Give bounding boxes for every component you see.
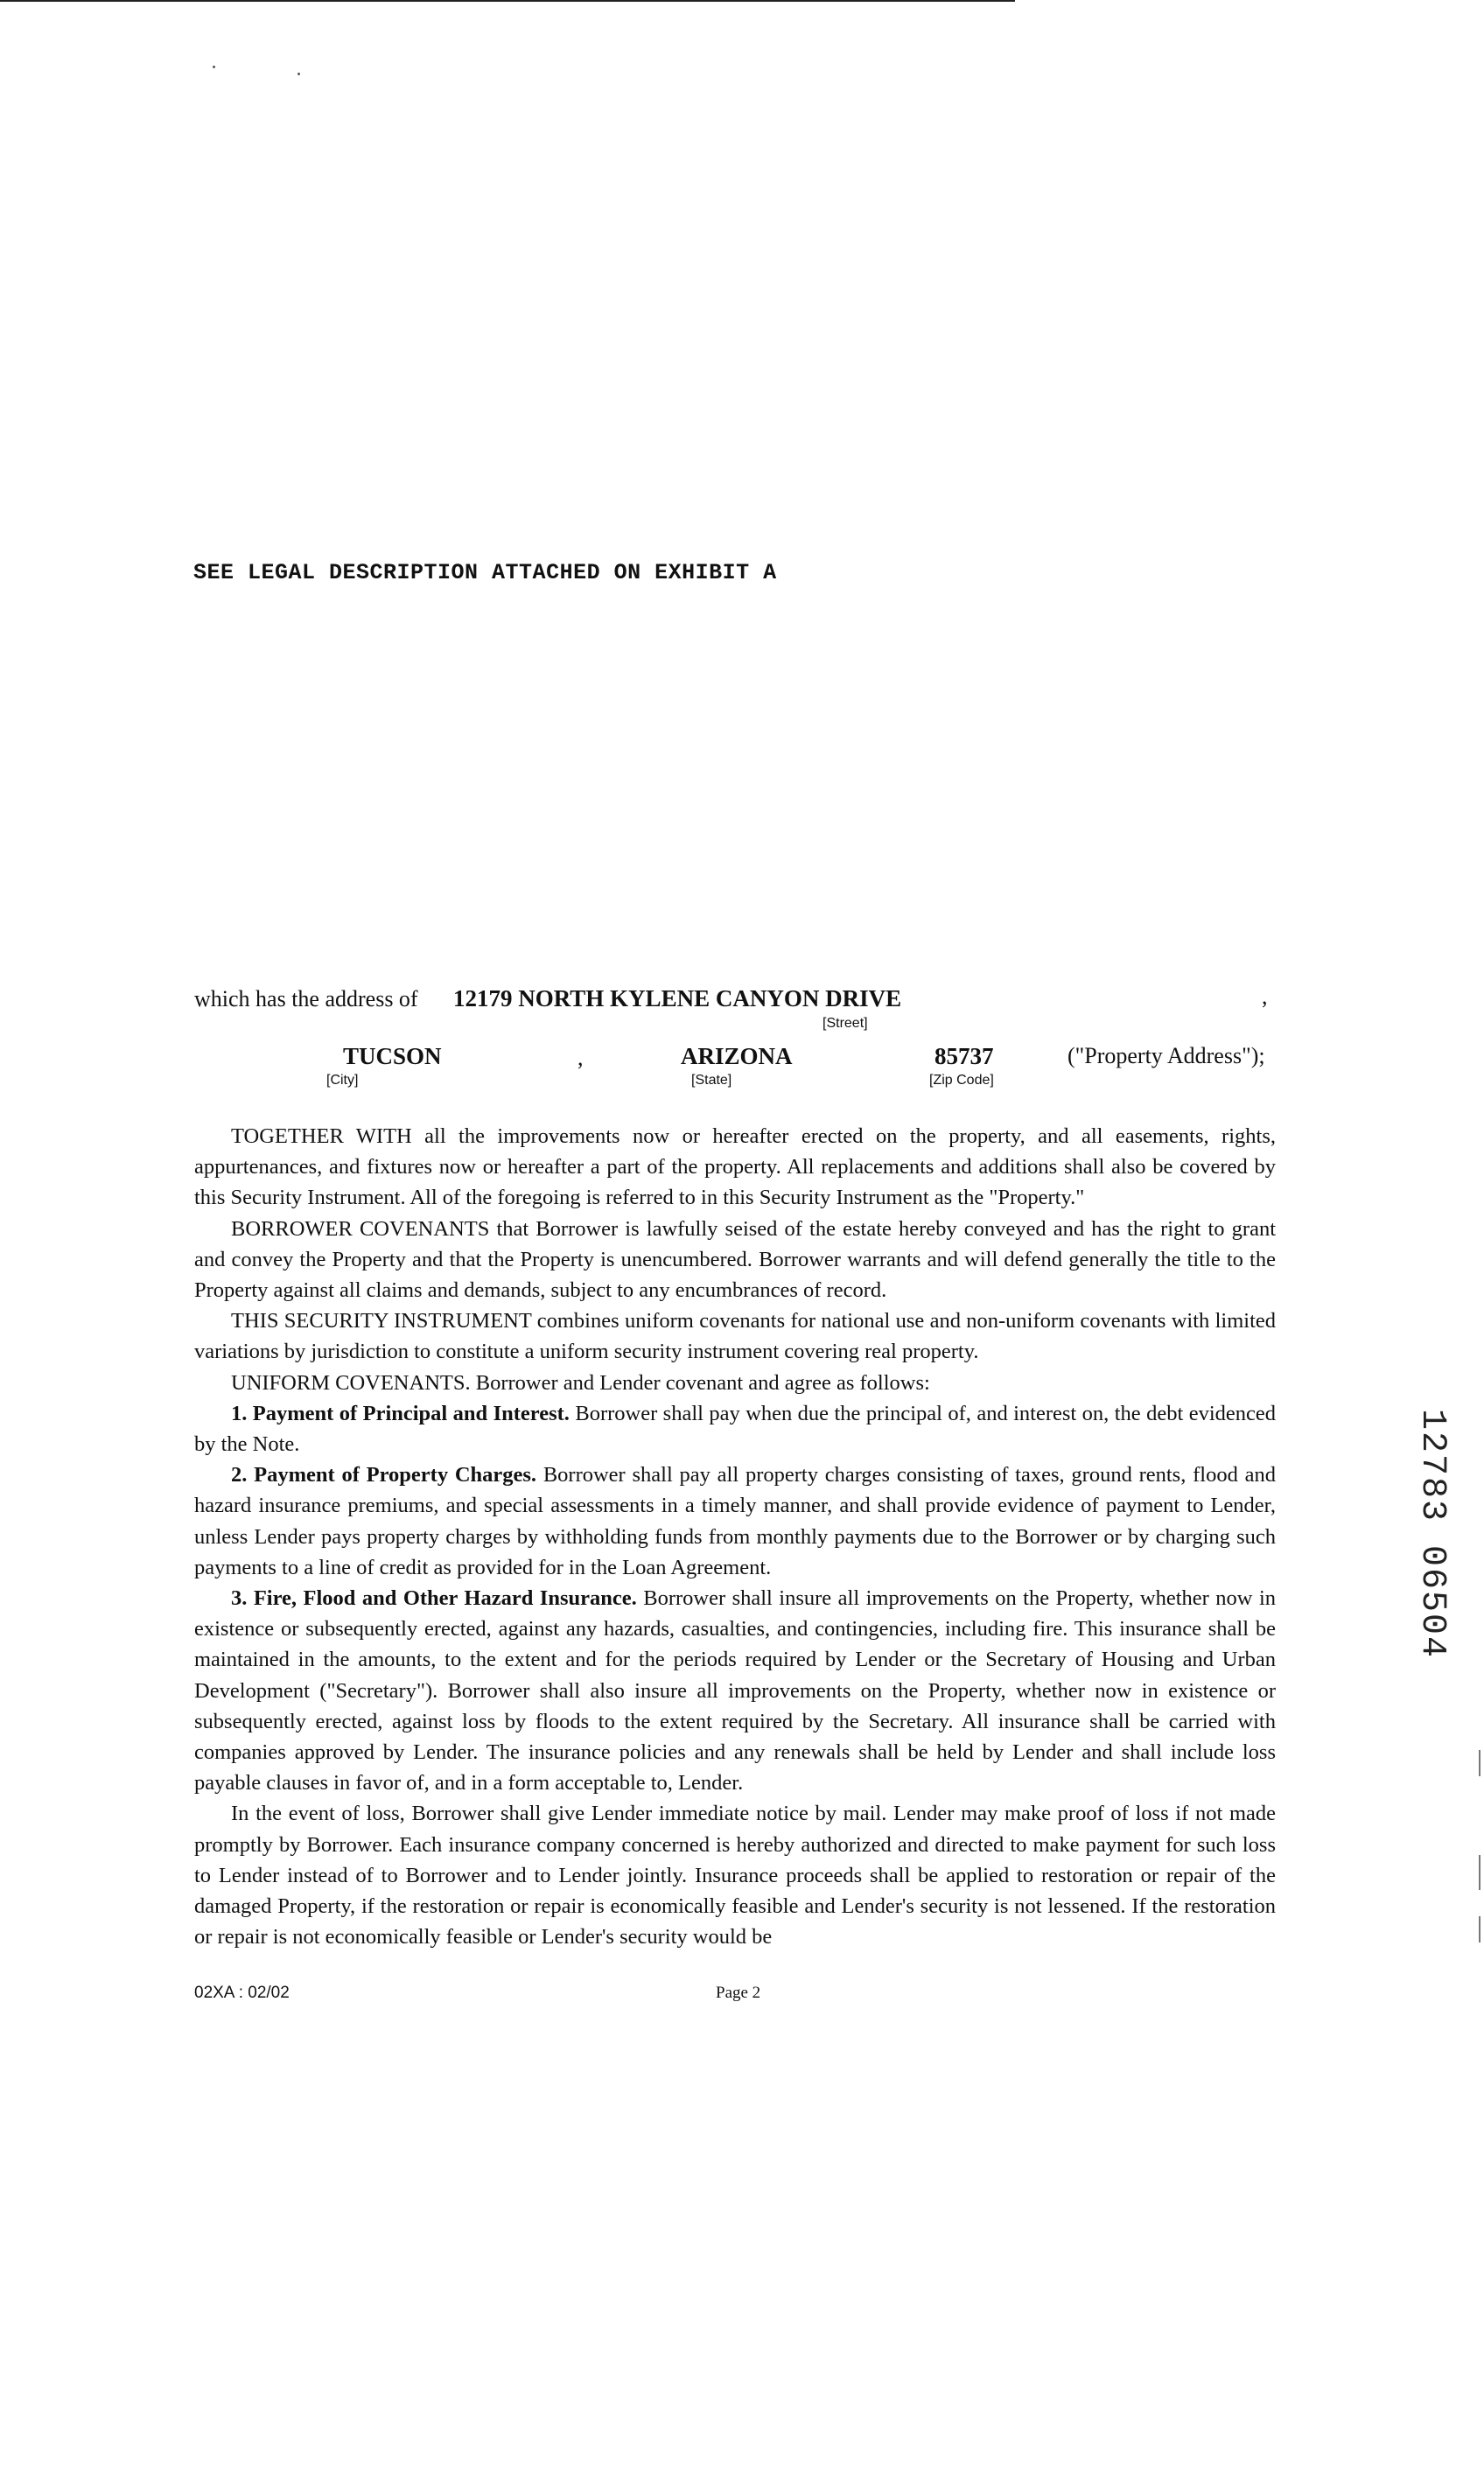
section-3-heading: 3. Fire, Flood and Other Hazard Insurance. [231, 1586, 637, 1611]
street-trailing-comma: , [1262, 984, 1268, 1009]
city-comma: , [578, 1045, 584, 1070]
section-2-text: Borrower shall pay all property charges consisting of taxes, ground rents, flood and hazard insurance premiums, and special assessments in a timely manner, and shall provide evidence of payment to Lender, unless Lender pays property charges by withholding funds from monthly payments due to the Borrower or by charging such payments to a line of credit as provided for in the Loan Agreement. [194, 1463, 1276, 1579]
zip-caption: [Zip Code] [929, 1073, 994, 1088]
uniform-covenants-paragraph: UNIFORM COVENANTS. Borrower and Lender covenant and agree as follows: [231, 1370, 930, 1395]
city-value: TUCSON [343, 1043, 442, 1069]
section-2-paragraph [194, 1460, 1276, 1583]
section-3-paragraph [194, 1583, 1276, 1798]
section-1-heading: 1. Payment of Principal and Interest. [231, 1401, 570, 1425]
street-value: 12179 NORTH KYLENE CANYON DRIVE [453, 985, 902, 1012]
borrower-covenants-paragraph: BORROWER COVENANTS that Borrower is lawfully seised of the estate hereby conveyed and has the right to grant and convey the Property and that the Property is unencumbered. Borrower warrants and will defend generally the title to the Property against all claims and demands, subject to any encumbrances of record. [194, 1216, 1276, 1303]
recording-stamp: 12783 06504 [1412, 1409, 1452, 1660]
scan-edge-mark [1479, 1916, 1480, 1942]
together-with-paragraph: TOGETHER WITH all the improvements now or hereafter erected on the property, and all easements, rights, appurtenances, and fixtures now or hereafter a part of the property. All replacements and additions shall also be covered by this Security Instrument. All of the foregoing is referred to in this Security Instrument as the "Property." [194, 1124, 1276, 1210]
property-address-definition: ("Property Address"); [1068, 1043, 1265, 1068]
address-intro: which has the address of [194, 986, 418, 1012]
loss-paragraph: In the event of loss, Borrower shall give Lender immediate notice by mail. Lender may make proof of loss if not made promptly by Borrower. Each insurance company concerned is hereby authorized and directed to make payment for such loss to Lender instead of to Borrower and to Lender jointly. Insurance proceeds shall be applied to restoration or repair of the damaged Property, if the restoration or repair is economically feasible and Lender's security is not lessened. If the restoration or repair is not economically feasible or Lender's security would be [194, 1802, 1276, 1950]
security-instrument-paragraph: THIS SECURITY INSTRUMENT combines uniform covenants for national use and non-uniform covenants with limited variations by jurisdiction to constitute a uniform security instrument covering real property. [194, 1309, 1276, 1364]
street-caption: [Street] [822, 1016, 868, 1031]
state-caption: [State] [691, 1073, 732, 1088]
scan-edge-mark [1479, 1855, 1480, 1890]
scan-speck [298, 73, 300, 75]
legal-description-notice: SEE LEGAL DESCRIPTION ATTACHED ON EXHIBIT A [193, 560, 777, 585]
security-instrument-body [194, 1121, 1276, 1952]
state-value: ARIZONA [681, 1043, 793, 1069]
scan-edge-mark [1479, 1750, 1480, 1776]
page-number: Page 2 [716, 1984, 761, 2002]
section-3-text: Borrower shall insure all improvements on the Property, whether now in existence or subsequently erected, against any hazards, casualties, and contingencies, including fire. This insurance shall be maintained in the amounts, to the extent and for the periods required by Lender or the Secretary of Housing and Urban Development ("Secretary"). Borrower shall also insure all improvements on the Property, whether now in existence or subsequently erected, against loss by floods to the extent required by the Secretary. All insurance shall be carried with companies approved by Lender. The insurance policies and any renewals shall be held by Lender and shall include loss payable clauses in favor of, and in a form acceptable to, Lender. [194, 1586, 1276, 1796]
scan-speck [213, 66, 215, 68]
city-caption: [City] [326, 1073, 359, 1088]
top-scan-edge [0, 0, 1015, 2]
section-1-paragraph [194, 1398, 1276, 1460]
form-code: 02XA : 02/02 [194, 1984, 290, 2002]
section-2-heading: 2. Payment of Property Charges. [231, 1463, 537, 1488]
zip-value: 85737 [934, 1043, 994, 1069]
section-1-text: Borrower shall pay when due the principal of, and interest on, the debt evidenced by the Note. [194, 1401, 1277, 1457]
